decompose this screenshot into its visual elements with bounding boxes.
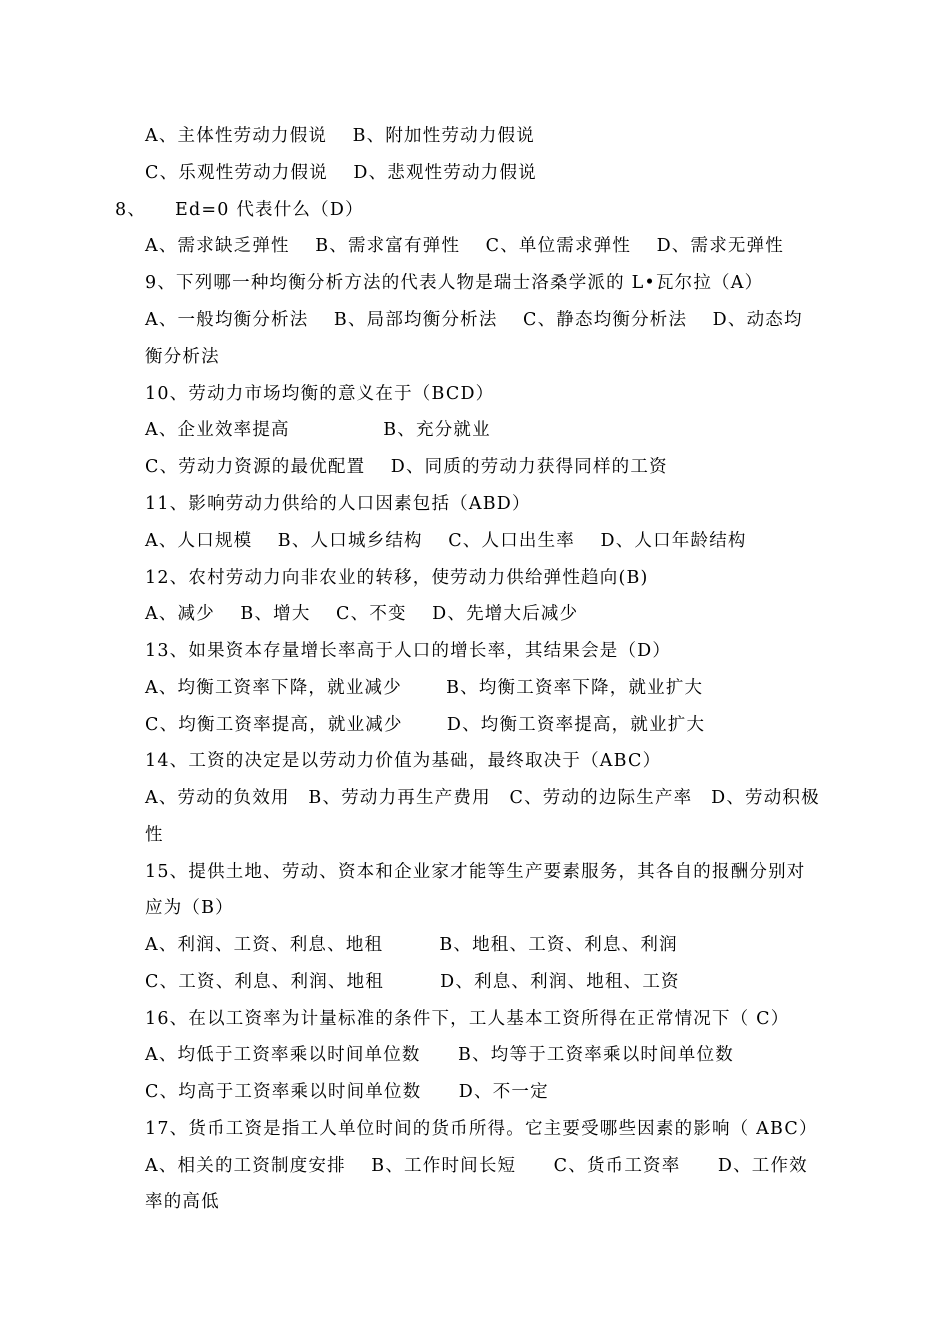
q11-options: A、人口规模 B、人口城乡结构 C、人口出生率 D、人口年龄结构	[145, 531, 747, 551]
q13-question: 13、如果资本存量增长率高于人口的增长率，其结果会是（D）	[145, 641, 672, 661]
q11-question: 11、影响劳动力供给的人口因素包括（ABD）	[145, 494, 531, 514]
q15-question: 15、提供土地、劳动、资本和企业家才能等生产要素服务，其各自的报酬分别对	[145, 862, 806, 882]
q13-options-cd: C、均衡工资率提高，就业减少 D、均衡工资率提高，就业扩大	[145, 715, 706, 735]
q16-options-ab: A、均低于工资率乘以时间单位数 B、均等于工资率乘以时间单位数	[145, 1045, 734, 1065]
q16-question: 16、在以工资率为计量标准的条件下，工人基本工资所得在正常情况下（ C）	[145, 1009, 790, 1029]
q8-question	[115, 198, 810, 222]
q14-options-cont: 性	[145, 825, 164, 845]
q14-question: 14、工资的决定是以劳动力价值为基础，最终取决于（ABC）	[145, 751, 662, 771]
q10-options-ab: A、企业效率提高 B、充分就业	[145, 420, 491, 440]
q9-options-cont: 衡分析法	[145, 347, 220, 367]
q8-options: A、需求缺乏弹性 B、需求富有弹性 C、单位需求弹性 D、需求无弹性	[145, 236, 785, 256]
q17-options: A、相关的工资制度安排 B、工作时间长短 C、货币工资率 D、工作效	[145, 1156, 808, 1176]
q7-options-ab: A、主体性劳动力假说 B、附加性劳动力假说	[145, 126, 535, 146]
q12-options: A、减少 B、增大 C、不变 D、先增大后减少	[145, 604, 579, 624]
q8-text: Ed=0 代表什么（D）	[175, 200, 364, 220]
q12-question: 12、农村劳动力向非农业的转移，使劳动力供给弹性趋向(B)	[145, 568, 649, 588]
q10-options-cd: C、劳动力资源的最优配置 D、同质的劳动力获得同样的工资	[145, 457, 668, 477]
q15-options-ab: A、利润、工资、利息、地租 B、地租、工资、利息、利润	[145, 935, 678, 955]
q9-question: 9、下列哪一种均衡分析方法的代表人物是瑞士洛桑学派的 L•瓦尔拉（A）	[145, 273, 764, 293]
q13-options-ab: A、均衡工资率下降，就业减少 B、均衡工资率下降，就业扩大	[145, 678, 704, 698]
q16-options-cd: C、均高于工资率乘以时间单位数 D、不一定	[145, 1082, 549, 1102]
q8-number: 8、	[115, 200, 147, 220]
q9-options: A、一般均衡分析法 B、局部均衡分析法 C、静态均衡分析法 D、动态均	[145, 310, 803, 330]
q17-question: 17、货币工资是指工人单位时间的货币所得。它主要受哪些因素的影响（ ABC）	[145, 1119, 818, 1139]
q7-options-cd: C、乐观性劳动力假说 D、悲观性劳动力假说	[145, 163, 537, 183]
q15-question-cont: 应为（B）	[145, 898, 234, 918]
q10-question: 10、劳动力市场均衡的意义在于（BCD）	[145, 384, 495, 404]
q14-options: A、劳动的负效用 B、劳动力再生产费用 C、劳动的边际生产率 D、劳动积极	[145, 788, 820, 808]
q15-options-cd: C、工资、利息、利润、地租 D、利息、利润、地租、工资	[145, 972, 680, 992]
q17-options-cont: 率的高低	[145, 1192, 220, 1212]
